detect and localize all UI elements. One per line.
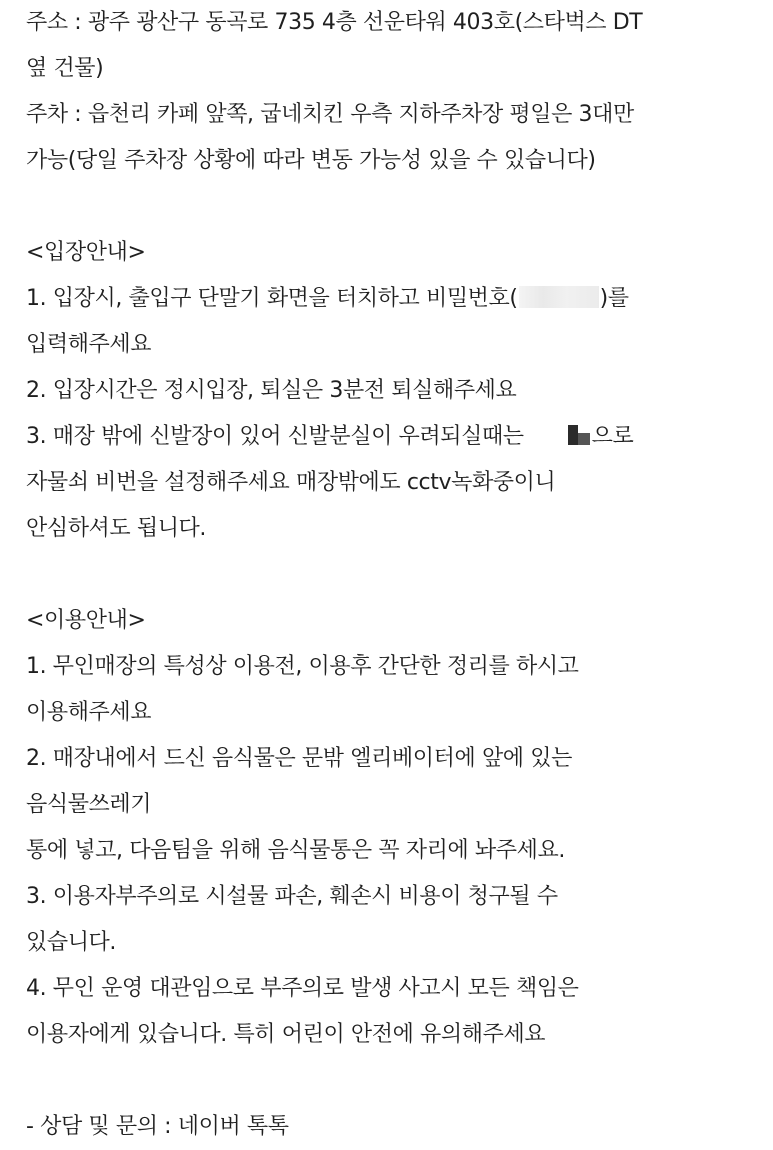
spacer	[26, 1058, 766, 1104]
entry-item-3-line-1	[26, 414, 766, 460]
contact-line: - 상담 및 문의 : 네이버 톡톡	[26, 1114, 289, 1139]
entry-item-3-text-after: 으로	[591, 424, 634, 449]
usage-item-3-line-1: 3. 이용자부주의로 시설물 파손, 훼손시 비용이 청구될 수	[26, 884, 558, 909]
usage-item-4-line-1: 4. 무인 운영 대관임으로 부주의로 발생 사고시 모든 책임은	[26, 976, 579, 1001]
usage-item-4-line-2: 이용자에게 있습니다. 특히 어린이 안전에 유의해주세요	[26, 1022, 546, 1047]
entry-heading: <입장안내>	[26, 240, 146, 265]
parking-line-1: 주차 : 읍천리 카페 앞쪽, 굽네치킨 우측 지하주차장 평일은 3대만	[26, 102, 634, 127]
entry-item-1-text-after: )를	[599, 286, 629, 311]
entry-item-2: 2. 입장시간은 정시입장, 퇴실은 3분전 퇴실해주세요	[26, 378, 517, 403]
usage-item-3-line-2: 있습니다.	[26, 930, 117, 955]
entry-item-1-line-1	[26, 276, 766, 322]
redacted-code-mark	[568, 424, 592, 446]
notice-document	[26, 0, 766, 1150]
entry-item-1-text-before: 1. 입장시, 출입구 단말기 화면을 터치하고 비밀번호(	[26, 286, 518, 311]
spacer	[26, 184, 766, 230]
parking-line-2: 가능(당일 주차장 상황에 따라 변동 가능성 있을 수 있습니다)	[26, 148, 596, 173]
entry-item-3-line-2: 자물쇠 비번을 설정해주세요 매장밖에도 cctv녹화중이니	[26, 470, 556, 495]
usage-item-2-line-1: 2. 매장내에서 드신 음식물은 문밖 엘리베이터에 앞에 있는	[26, 746, 572, 771]
address-line-2: 옆 건물)	[26, 56, 104, 81]
usage-item-1-line-2: 이용해주세요	[26, 700, 152, 725]
usage-item-1-line-1: 1. 무인매장의 특성상 이용전, 이용후 간단한 정리를 하시고	[26, 654, 579, 679]
entry-item-1-line-2: 입력해주세요	[26, 332, 152, 357]
usage-heading: <이용안내>	[26, 608, 146, 633]
usage-item-2-line-2: 음식물쓰레기	[26, 792, 152, 817]
spacer	[26, 552, 766, 598]
redacted-password-blur	[519, 286, 599, 308]
entry-item-3-text-before: 3. 매장 밖에 신발장이 있어 신발분실이 우려되실때는	[26, 424, 524, 449]
entry-item-3-line-3: 안심하셔도 됩니다.	[26, 516, 207, 541]
usage-item-2-line-3: 통에 넣고, 다음팀을 위해 음식물통은 꼭 자리에 놔주세요.	[26, 838, 565, 863]
address-line-1: 주소 : 광주 광산구 동곡로 735 4층 선운타워 403호(스타벅스 DT	[26, 10, 643, 35]
